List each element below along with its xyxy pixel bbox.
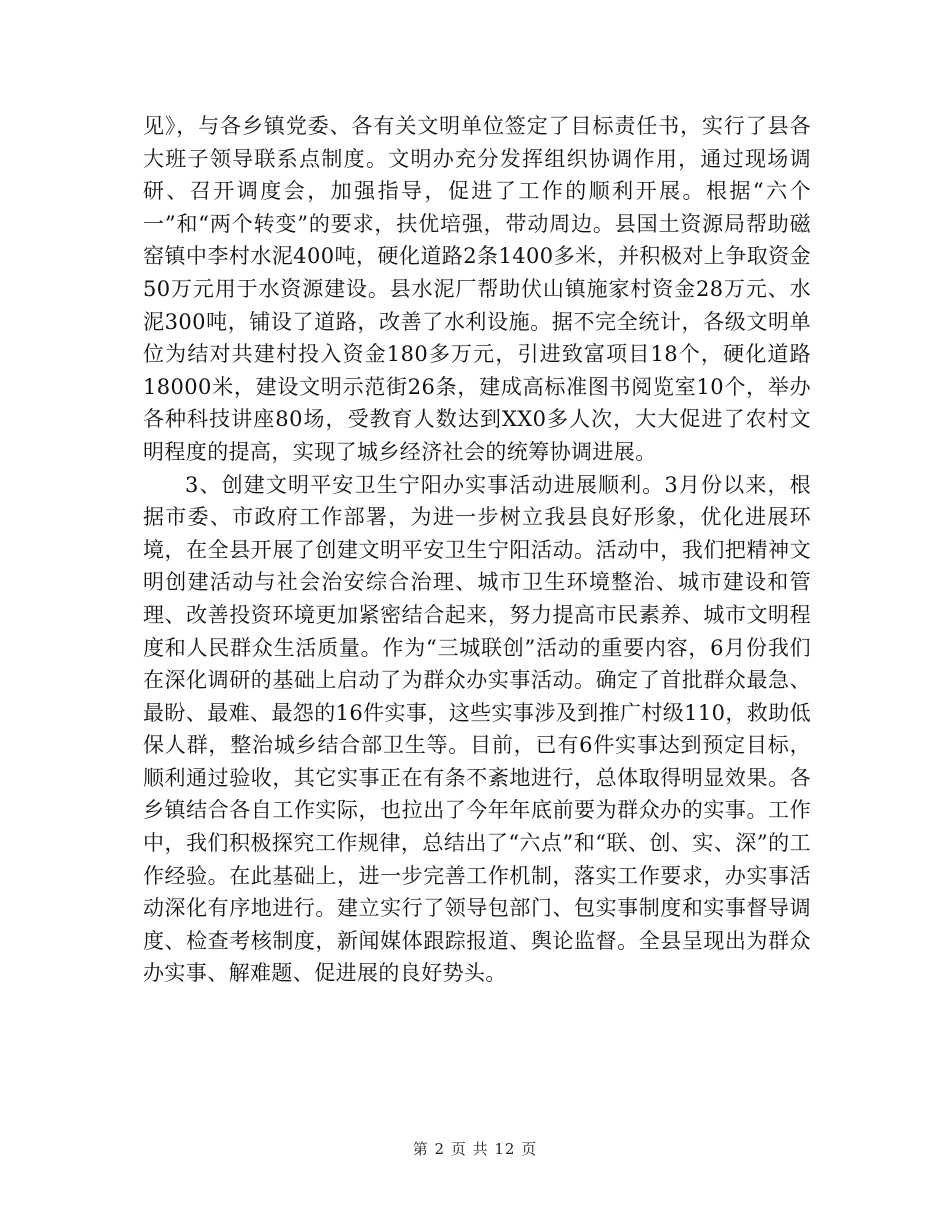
- document-body: [143, 110, 811, 990]
- page-footer: [0, 1138, 950, 1159]
- paragraph-continuation: 见》，与各乡镇党委、各有关文明单位签定了目标责任书，实行了县各大班子领导联系点制度。文明办充分发挥组织协调作用，通过现场调研、召开调度会，加强指导，促进了工作的顺利开展。根据“六个一”和“两个转变”的要求，扶优培强，带动周边。县国土资源局帮助磁窑镇中李村水泥400吨，硬化道路2条1400多米，并积极对上争取资金50万元用于水资源建设。县水泥厂帮助伏山镇施家村资金28万元、水泥300吨，铺设了道路，改善了水利设施。据不完全统计，各级文明单位为结对共建村投入资金180多万元，引进致富项目18个，硬化道路18000米，建设文明示范街26条，建成高标准图书阅览室10个，举办各种科技讲座80场，受教育人数达到XX0多人次，大大促进了农村文明程度的提高，实现了城乡经济社会的统筹协调进展。: [143, 114, 811, 464]
- page-number-label: 第 2 页 共 12 页: [412, 1140, 538, 1158]
- paragraph-section-3: 3、创建文明平安卫生宁阳办实事活动进展顺利。3月份以来，根据市委、市政府工作部署，为进一步树立我县良好形象，优化进展环境，在全县开展了创建文明平安卫生宁阳活动。活动中，我们把精神文明创建活动与社会治安综合治理、城市卫生环境整治、城市建设和管理、改善投资环境更加紧密结合起来，努力提高市民素养、城市文明程度和人民群众生活质量。作为“三城联创”活动的重要内容，6月份我们在深化调研的基础上启动了为群众办实事活动。确定了首批群众最急、最盼、最难、最怨的16件实事，这些实事涉及到推广村级110，救助低保人群，整治城乡结合部卫生等。目前，已有6件实事达到预定目标，顺利通过验收，其它实事正在有条不紊地进行，总体取得明显效果。各乡镇结合各自工作实际，也拉出了今年年底前要为群众办的实事。工作中，我们积极探究工作规律，总结出了“六点”和“联、创、实、深”的工作经验。在此基础上，进一步完善工作机制，落实工作要求，办实事活动深化有序地进行。建立实行了领导包部门、包实事制度和实事督导调度、检查考核制度，新闻媒体跟踪报道、舆论监督。全县呈现出为群众办实事、解难题、促进展的良好势头。: [143, 472, 812, 986]
